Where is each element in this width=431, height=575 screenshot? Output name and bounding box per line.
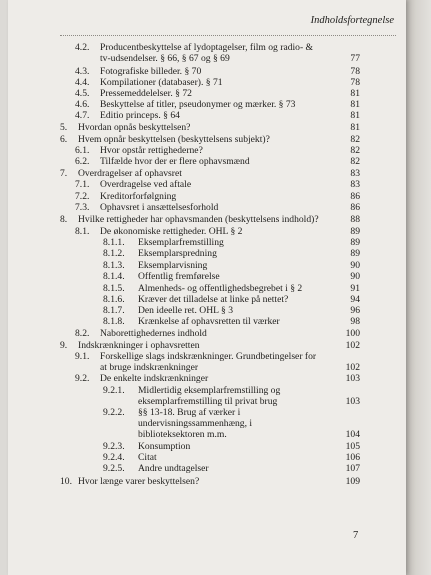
toc-entry bbox=[8, 214, 406, 225]
page-number: 7 bbox=[353, 530, 359, 541]
toc-entry-title: Midlertidig eksemplarfremstilling og bbox=[138, 385, 281, 396]
toc-page-number: 78 bbox=[350, 66, 360, 77]
toc-entry-number: 4.3. bbox=[75, 66, 90, 77]
toc-entry-number: 7.2. bbox=[75, 191, 90, 202]
toc-entry bbox=[8, 373, 406, 384]
toc-entry bbox=[8, 179, 406, 190]
toc-entry-number: 7. bbox=[60, 168, 68, 179]
toc-entry bbox=[8, 168, 406, 179]
toc-entry-number: 4.2. bbox=[75, 42, 90, 53]
toc-entry-number: 8.1.5. bbox=[103, 283, 125, 294]
toc-entry-title: Den ideelle ret. OHL § 3 bbox=[138, 305, 234, 316]
toc-entry-number: 7.1. bbox=[75, 179, 90, 190]
toc-entry-title: Konsumption bbox=[138, 441, 191, 452]
toc-page-number: 83 bbox=[350, 179, 360, 190]
toc-entry-title: Hvem opnår beskyttelsen (beskyttelsens subjekt)? bbox=[78, 134, 270, 145]
toc-page-number: 86 bbox=[350, 191, 360, 202]
toc-entry-title: Eksemplarvisning bbox=[138, 260, 208, 271]
toc-entry-number: 9.1. bbox=[75, 351, 90, 362]
toc-entry bbox=[8, 122, 406, 133]
toc-entry bbox=[8, 248, 406, 259]
toc-entry-title: Beskyttelse af titler, pseudonymer og mærker. § 73 bbox=[100, 99, 296, 110]
toc-entry bbox=[8, 191, 406, 202]
toc-entry-number: 8.1.3. bbox=[103, 260, 125, 271]
toc-entry-number: 4.6. bbox=[75, 99, 90, 110]
toc-page-number: 81 bbox=[350, 110, 360, 121]
toc-entry-title: §§ 13-18. Brug af værker i bbox=[138, 407, 241, 418]
toc-page-number: 103 bbox=[345, 396, 360, 407]
toc-entry bbox=[8, 316, 406, 327]
header-rule bbox=[60, 35, 396, 36]
toc-entry-title: Eksemplarspredning bbox=[138, 248, 217, 259]
book-page bbox=[8, 0, 406, 575]
toc-entry-number: 4.5. bbox=[75, 88, 90, 99]
toc-page-number: 81 bbox=[350, 99, 360, 110]
toc-entry-number: 9.2.2. bbox=[103, 407, 125, 418]
toc-entry-number: 8.1.4. bbox=[103, 271, 125, 282]
toc-entry bbox=[8, 283, 406, 294]
toc-entry bbox=[8, 463, 406, 474]
toc-page-number: 90 bbox=[350, 271, 360, 282]
toc-entry bbox=[8, 237, 406, 248]
toc-page-number: 103 bbox=[345, 373, 360, 384]
toc-entry bbox=[8, 202, 406, 213]
toc-entry-title: Tilfælde hvor der er flere ophavsmænd bbox=[100, 156, 250, 167]
toc-page-number: 107 bbox=[345, 463, 360, 474]
toc-page-number: 88 bbox=[350, 214, 360, 225]
toc-page-number: 77 bbox=[350, 53, 360, 64]
toc-entry-title: Editio princeps. § 64 bbox=[100, 110, 180, 121]
toc-page-number: 82 bbox=[350, 145, 360, 156]
toc-entry-title: tv-udsendelser. § 66, § 67 og § 69 bbox=[100, 53, 230, 64]
toc-entry bbox=[8, 66, 406, 77]
toc-entry-number: 8.1.8. bbox=[103, 316, 125, 327]
toc-entry-number: 9.2. bbox=[75, 373, 90, 384]
toc-entry bbox=[8, 407, 406, 440]
toc-entry bbox=[8, 441, 406, 452]
toc-entry-number: 8.1. bbox=[75, 226, 90, 237]
toc-page-number: 100 bbox=[345, 328, 360, 339]
toc-entry-title: Producentbeskyttelse af lydoptagelser, film og radio- & bbox=[100, 42, 314, 53]
toc-entry bbox=[8, 452, 406, 463]
toc-entry-number: 6. bbox=[60, 134, 68, 145]
toc-entry-title: Hvor længe varer beskyttelsen? bbox=[78, 476, 200, 487]
toc-entry bbox=[8, 385, 406, 407]
toc-entry-number: 6.1. bbox=[75, 145, 90, 156]
toc-page-number: 81 bbox=[350, 88, 360, 99]
toc-entry bbox=[8, 110, 406, 121]
toc-entry bbox=[8, 77, 406, 88]
toc-entry bbox=[8, 351, 406, 373]
toc-entry bbox=[8, 294, 406, 305]
toc-entry-title: Ophavsret i ansættelsesforhold bbox=[100, 202, 219, 213]
toc-page-number: 81 bbox=[350, 122, 360, 133]
toc-entry bbox=[8, 271, 406, 282]
toc-entry-title: Hvilke rettigheder har ophavsmanden (beskyttelsens indhold)? bbox=[78, 214, 319, 225]
toc-entry-title: Andre undtagelser bbox=[138, 463, 209, 474]
toc-entry-title: Kræver det tilladelse at linke på nettet? bbox=[138, 294, 289, 305]
toc-entry-title: Krænkelse af ophavsretten til værker bbox=[138, 316, 280, 327]
toc-entry-number: 4.7. bbox=[75, 110, 90, 121]
toc-entry-title: Citat bbox=[138, 452, 157, 463]
toc-page-number: 82 bbox=[350, 134, 360, 145]
toc-entry bbox=[8, 134, 406, 145]
toc-page-number: 89 bbox=[350, 248, 360, 259]
toc-entry-title: Eksemplarfremstilling bbox=[138, 237, 224, 248]
toc-page-number: 109 bbox=[345, 476, 360, 487]
toc-page-number: 89 bbox=[350, 237, 360, 248]
toc-page-number: 78 bbox=[350, 77, 360, 88]
page-edge bbox=[406, 0, 431, 575]
toc-page-number: 89 bbox=[350, 226, 360, 237]
toc-page-number: 94 bbox=[350, 294, 360, 305]
toc-entry-number: 6.2. bbox=[75, 156, 90, 167]
toc-entry-number: 8.1.6. bbox=[103, 294, 125, 305]
toc-entry-number: 8.1.1. bbox=[103, 237, 125, 248]
toc-page-number: 82 bbox=[350, 156, 360, 167]
toc-entry bbox=[8, 260, 406, 271]
toc-page-number: 83 bbox=[350, 168, 360, 179]
toc-entry-title: Hvor opstår rettighederne? bbox=[100, 145, 203, 156]
toc-entry-number: 5. bbox=[60, 122, 68, 133]
toc-entry-number: 9.2.1. bbox=[103, 385, 125, 396]
toc-page-number: 86 bbox=[350, 202, 360, 213]
toc-entry-number: 10. bbox=[60, 476, 72, 487]
toc-entry-title: Offentlig fremførelse bbox=[138, 271, 220, 282]
toc-entry-title: Pressemeddelelser. § 72 bbox=[100, 88, 192, 99]
toc-entry-title: Almenheds- og offentlighedsbegrebet i § 2 bbox=[138, 283, 303, 294]
toc-page-number: 102 bbox=[345, 340, 360, 351]
toc-page-number: 90 bbox=[350, 260, 360, 271]
toc-entry-title: Overdragelse ved aftale bbox=[100, 179, 192, 190]
toc-entry-number: 4.4. bbox=[75, 77, 90, 88]
toc-entry-title: Overdragelser af ophavsret bbox=[78, 168, 182, 179]
toc-entry bbox=[8, 156, 406, 167]
toc-entry-title: De økonomiske rettigheder. OHL § 2 bbox=[100, 226, 243, 237]
toc-entry bbox=[8, 99, 406, 110]
toc-entry bbox=[8, 226, 406, 237]
toc-page-number: 98 bbox=[350, 316, 360, 327]
toc-entry bbox=[8, 88, 406, 99]
toc-page-number: 106 bbox=[345, 452, 360, 463]
toc-entry-title: Kompilationer (databaser). § 71 bbox=[100, 77, 223, 88]
toc-entry-number: 9.2.3. bbox=[103, 441, 125, 452]
toc-entry bbox=[8, 328, 406, 339]
toc-entry bbox=[8, 42, 406, 64]
toc-entry-title: biblioteksektoren m.m. bbox=[138, 429, 227, 440]
toc-entry-title: eksemplarfremstilling til privat brug bbox=[138, 396, 278, 407]
toc-entry bbox=[8, 340, 406, 351]
toc-entry-title: Naborettighedernes indhold bbox=[100, 328, 207, 339]
toc-entry-title: Kreditorforfølgning bbox=[100, 191, 177, 202]
toc-entry-title: De enkelte indskrænkninger bbox=[100, 373, 209, 384]
toc-entry-title: at bruge indskrænkninger bbox=[100, 362, 199, 373]
running-head: Indholdsfortegnelse bbox=[310, 15, 394, 26]
toc-entry bbox=[8, 305, 406, 316]
toc-entry-number: 8.1.7. bbox=[103, 305, 125, 316]
toc-entry-number: 9.2.4. bbox=[103, 452, 125, 463]
toc-entry-number: 9.2.5. bbox=[103, 463, 125, 474]
toc-entry-number: 9. bbox=[60, 340, 68, 351]
toc-page-number: 104 bbox=[345, 429, 360, 440]
toc-entry-title: Hvordan opnås beskyttelsen? bbox=[78, 122, 191, 133]
toc-entry bbox=[8, 476, 406, 487]
toc-entry-number: 7.3. bbox=[75, 202, 90, 213]
toc-page-number: 91 bbox=[350, 283, 360, 294]
toc-entry-title: undervisningssammenhæng, i bbox=[138, 418, 253, 429]
toc-page-number: 105 bbox=[345, 441, 360, 452]
toc-entry bbox=[8, 145, 406, 156]
toc-page-number: 96 bbox=[350, 305, 360, 316]
toc-entry-number: 8.2. bbox=[75, 328, 90, 339]
toc-entry-title: Fotografiske billeder. § 70 bbox=[100, 66, 202, 77]
toc-entry-number: 8.1.2. bbox=[103, 248, 125, 259]
toc-entry-number: 8. bbox=[60, 214, 68, 225]
toc-entry-title: Indskrænkninger i ophavsretten bbox=[78, 340, 200, 351]
toc-page-number: 102 bbox=[345, 362, 360, 373]
toc-entry-title: Forskellige slags indskrænkninger. Grundbetingelser for bbox=[100, 351, 317, 362]
